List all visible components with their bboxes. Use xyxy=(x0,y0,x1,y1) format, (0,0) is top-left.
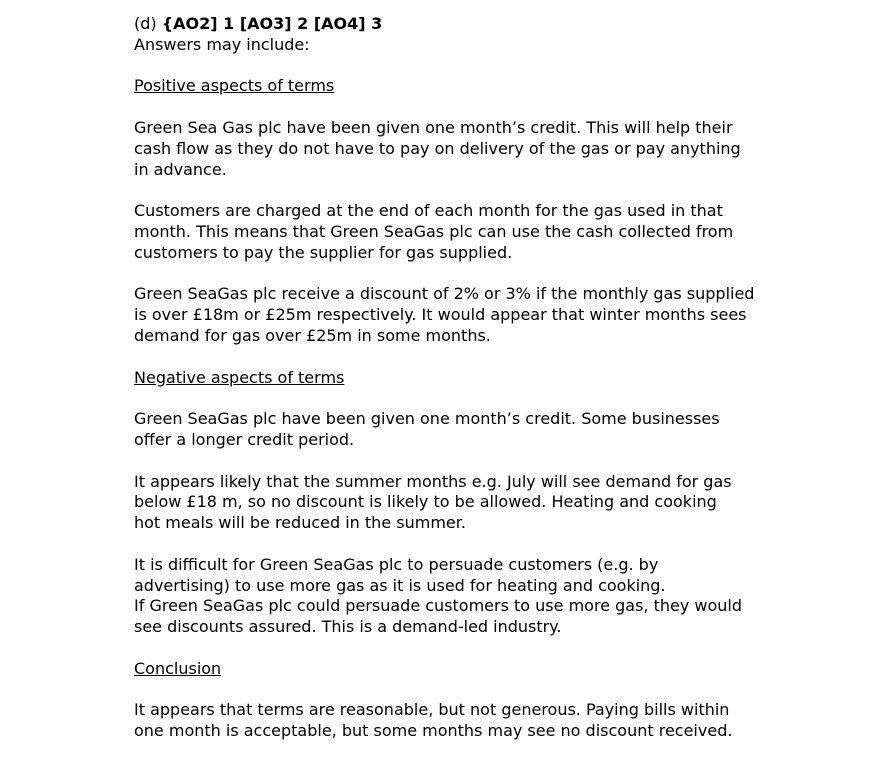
text-line: offer a longer credit period. xyxy=(134,429,355,449)
paragraph xyxy=(134,555,794,638)
answers-intro: Answers may include: xyxy=(134,34,310,54)
section-heading-positive: Positive aspects of terms xyxy=(134,76,335,96)
text-line: one month is acceptable, but some months may see no discount received. xyxy=(134,721,733,741)
text-line: advertising) to use more gas as it is used for heating and cooking. xyxy=(134,575,666,595)
part-label: (d) xyxy=(134,14,157,33)
text-line: demand for gas over £25m in some months. xyxy=(134,325,491,345)
text-line: It appears that terms are reasonable, but not generous. Paying bills within xyxy=(134,700,730,720)
spacer xyxy=(134,97,794,118)
text-line: It is difficult for Green SeaGas plc to persuade customers (e.g. by xyxy=(134,554,659,574)
spacer xyxy=(134,534,794,555)
paragraph xyxy=(134,201,794,263)
mark-scheme-answer xyxy=(134,14,794,742)
spacer xyxy=(134,638,794,659)
text-line: is over £18m or £25m respectively. It would appear that winter months sees xyxy=(134,305,747,325)
section-heading-negative: Negative aspects of terms xyxy=(134,367,345,387)
paragraph xyxy=(134,472,794,534)
text-line: Customers are charged at the end of each month for the gas used in that xyxy=(134,201,723,221)
spacer xyxy=(134,451,794,472)
spacer xyxy=(134,347,794,368)
text-line: It appears likely that the summer months e.g. July will see demand for gas xyxy=(134,471,732,491)
assessment-objective-marks: {AO2] 1 [AO3] 2 [AO4] 3 xyxy=(161,14,383,33)
spacer xyxy=(134,180,794,201)
question-header xyxy=(134,14,794,35)
paragraph xyxy=(134,284,794,346)
paragraph xyxy=(134,409,794,451)
text-line: cash flow as they do not have to pay on delivery of the gas or pay anything xyxy=(134,138,741,158)
text-line: If Green SeaGas plc could persuade customers to use more gas, they would xyxy=(134,596,742,616)
text-line: see discounts assured. This is a demand-led industry. xyxy=(134,617,562,637)
section-heading-conclusion: Conclusion xyxy=(134,658,222,678)
paragraph xyxy=(134,700,794,742)
text-line: Green SeaGas plc have been given one month’s credit. Some businesses xyxy=(134,409,720,429)
spacer xyxy=(134,56,794,77)
text-line: Green SeaGas plc receive a discount of 2% or 3% if the monthly gas supplied xyxy=(134,284,755,304)
paragraph xyxy=(134,118,794,180)
text-line: below £18 m, so no discount is likely to be allowed. Heating and cooking xyxy=(134,492,717,512)
spacer xyxy=(134,388,794,409)
text-line: customers to pay the supplier for gas supplied. xyxy=(134,242,513,262)
spacer xyxy=(134,680,794,701)
text-line: Green Sea Gas plc have been given one month’s credit. This will help their xyxy=(134,117,733,137)
text-line: hot meals will be reduced in the summer. xyxy=(134,513,466,533)
text-line: in advance. xyxy=(134,159,227,179)
spacer xyxy=(134,264,794,285)
text-line: month. This means that Green SeaGas plc can use the cash collected from xyxy=(134,221,734,241)
